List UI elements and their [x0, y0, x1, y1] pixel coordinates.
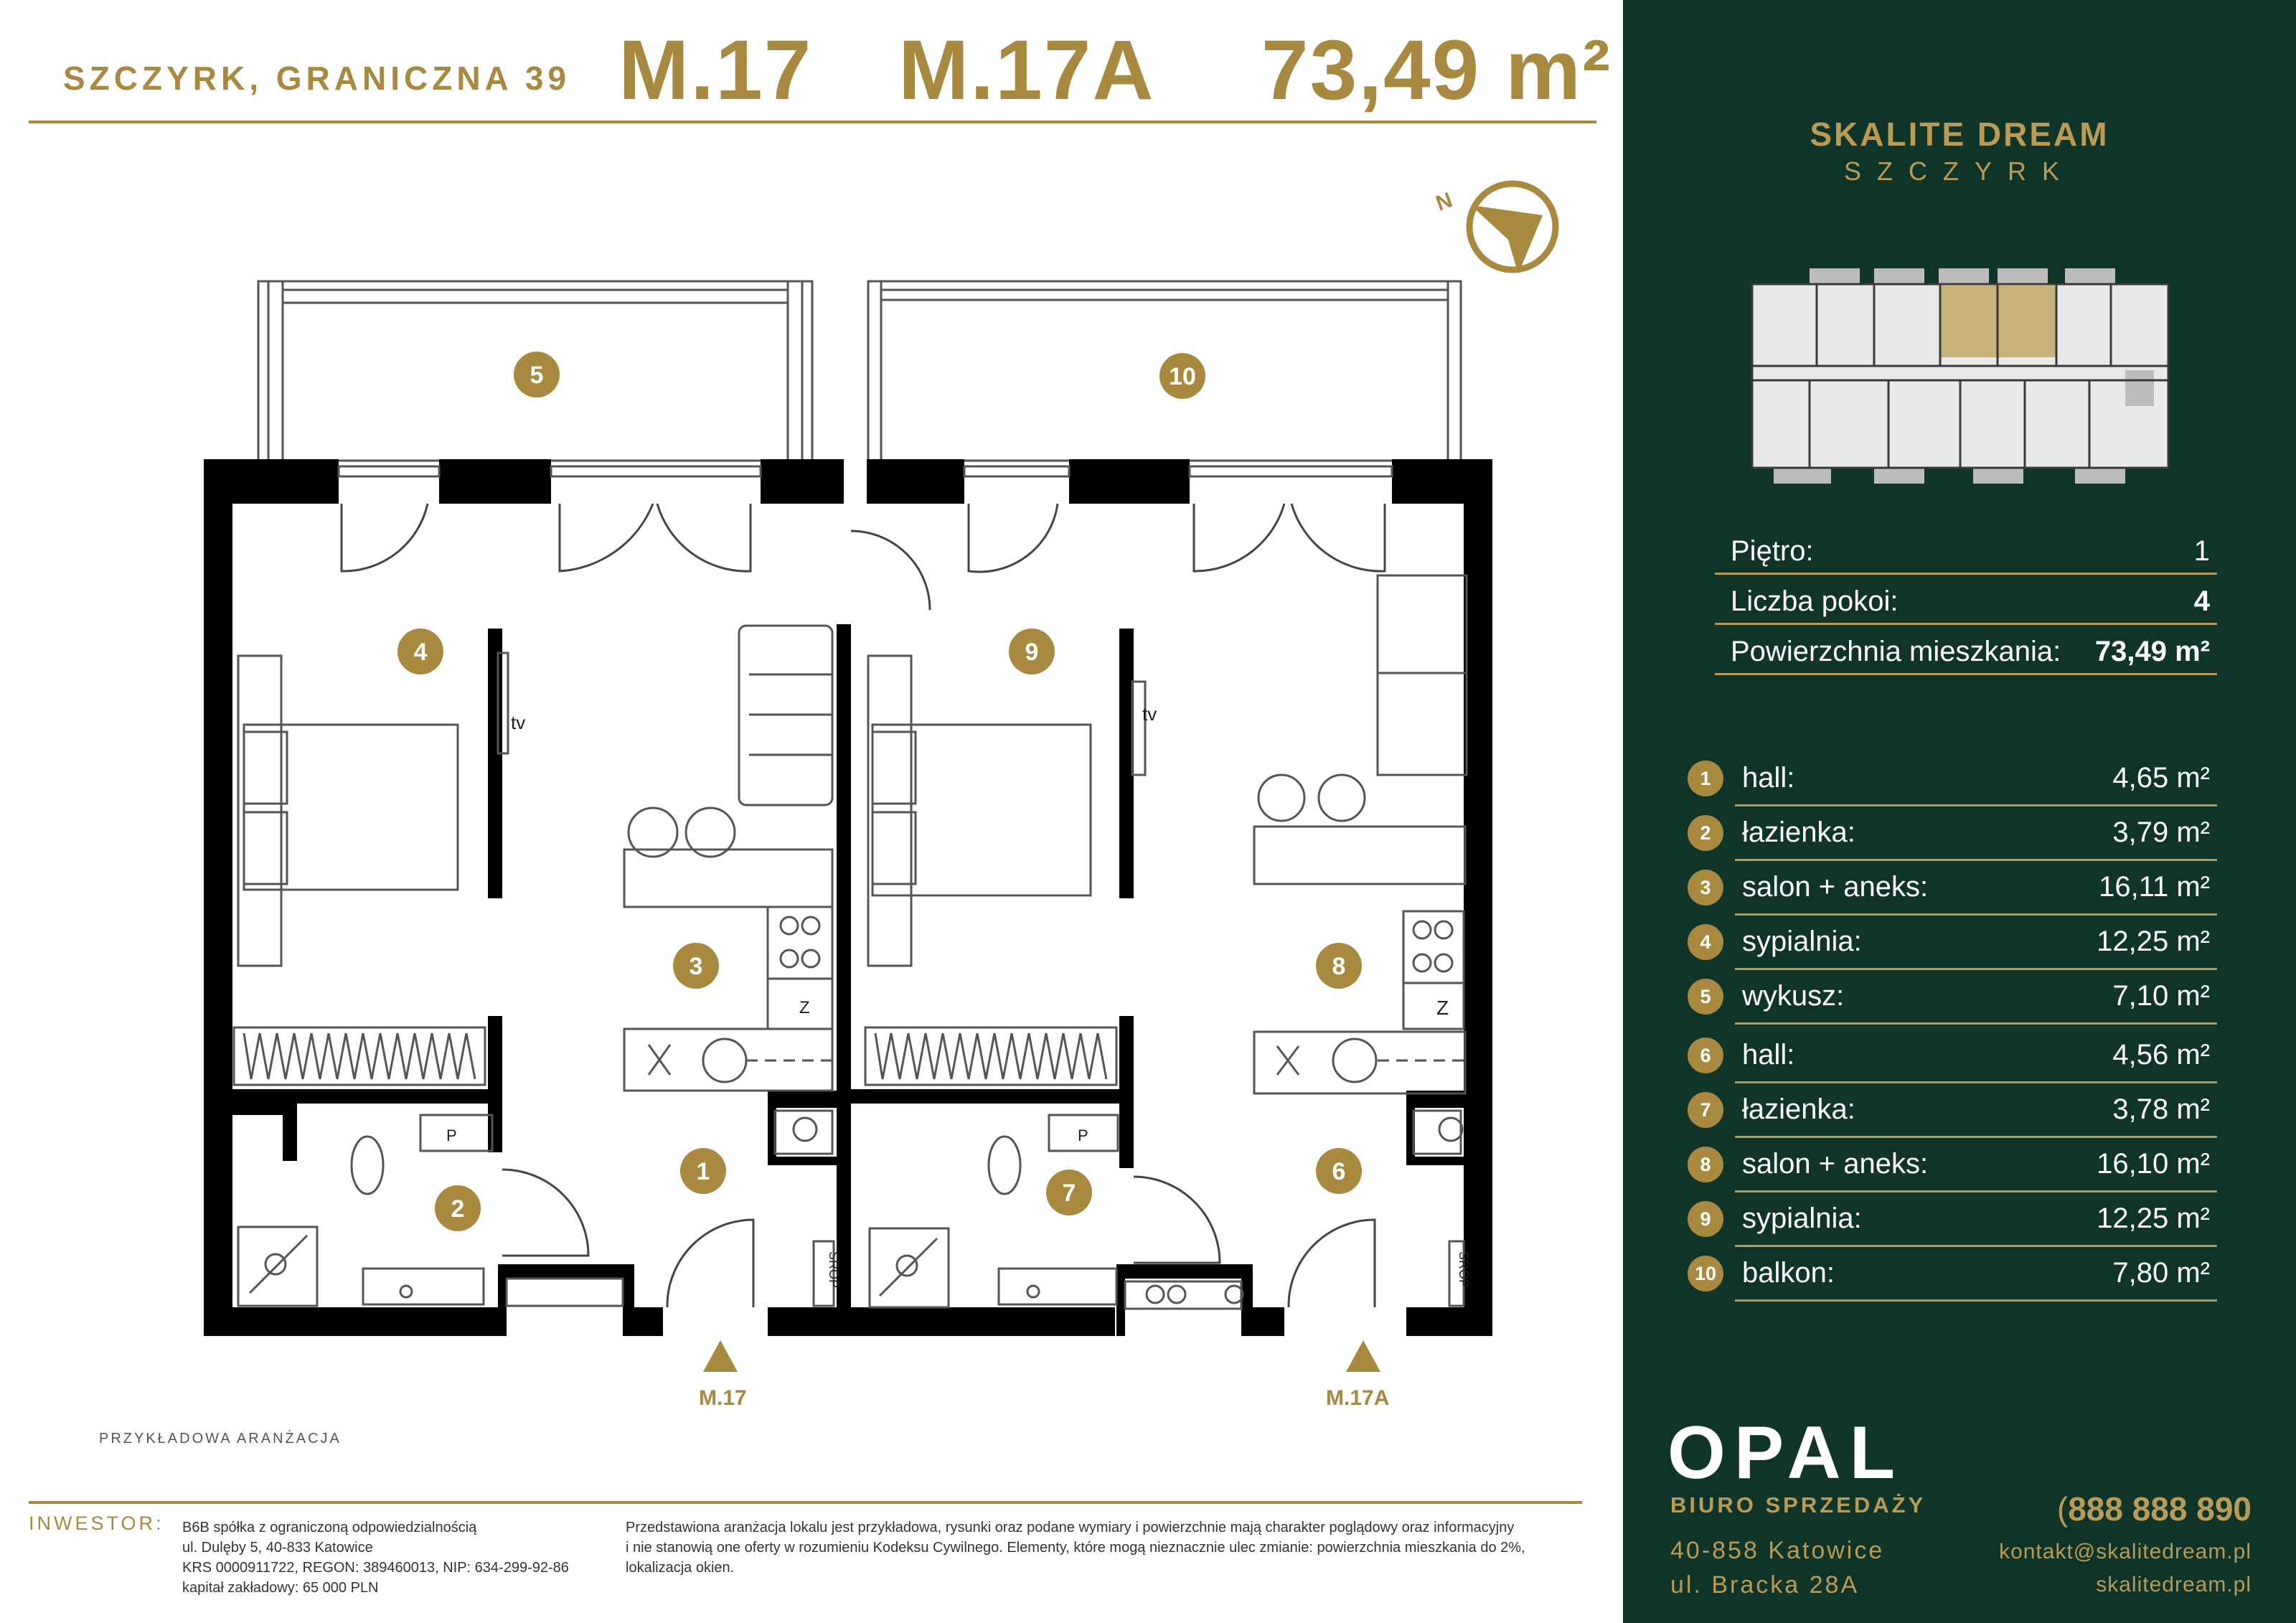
room-row: 1 hall: 4,65 m² — [1688, 752, 2217, 806]
sample-arrangement-note: PRZYKŁADOWA ARANŻACJA — [99, 1431, 342, 1446]
outer-walls — [204, 459, 1492, 1336]
investor-line: kapitał zakładowy: 65 000 PLN — [182, 1580, 379, 1596]
room-badge-4 — [397, 629, 443, 674]
info-row-area: Powierzchnia mieszkania: 73,49 m² — [1715, 624, 2217, 675]
compass-icon — [1433, 184, 1556, 274]
room-number-badge: 3 — [1688, 870, 1723, 905]
svg-text:9: 9 — [1025, 639, 1039, 666]
website-link[interactable]: skalitedream.pl — [2096, 1573, 2252, 1596]
office-address-line: ul. Bracka 28A — [1670, 1571, 1860, 1599]
unit-number-m17: M.17 — [618, 23, 813, 118]
opal-logo: OPAL — [1667, 1411, 1904, 1495]
wardrobe-left — [234, 1027, 485, 1085]
footer-divider — [29, 1501, 1582, 1504]
info-panel — [1623, 0, 2296, 1623]
room-row: 6 hall: 4,56 m² — [1688, 1029, 2217, 1083]
washer-label-right: P — [1078, 1126, 1088, 1144]
svg-text:8: 8 — [1332, 953, 1346, 980]
room-row: 10 balkon: 7,80 m² — [1688, 1247, 2217, 1302]
room-row: 9 sypialnia: 12,25 m² — [1688, 1192, 2217, 1247]
riser-label-right: SROP — [1457, 1251, 1471, 1289]
investor-label: INWESTOR: — [29, 1513, 164, 1534]
wardrobe-right — [865, 1027, 1116, 1085]
investor-line: ul. Dulęby 5, 40-833 Katowice — [182, 1540, 373, 1556]
svg-text:5: 5 — [530, 362, 544, 389]
brand-name: SKALITE DREAM — [1810, 116, 2109, 153]
room-number-badge: 10 — [1688, 1256, 1723, 1292]
svg-text:3: 3 — [689, 953, 703, 980]
entry-arrow-m17-icon — [703, 1340, 738, 1372]
room-badge-10 — [1159, 353, 1205, 399]
entry-label-m17: M.17 — [699, 1386, 747, 1410]
svg-text:1: 1 — [696, 1158, 710, 1185]
svg-text:2: 2 — [451, 1195, 465, 1223]
kitchen-left — [624, 808, 832, 1091]
sales-office-label: BIURO SPRZEDAŻY — [1670, 1492, 1926, 1518]
room-row: 8 salon + aneks: 16,10 m² — [1688, 1138, 2217, 1192]
room-row: 7 łazienka: 3,78 m² — [1688, 1083, 2217, 1138]
project-address: SZCZYRK, GRANICZNA 39 — [63, 60, 570, 97]
investor-line: B6B spółka z ograniczoną odpowiedzialnością — [182, 1520, 477, 1535]
tv-right — [1132, 682, 1157, 775]
room-row: 5 wykusz: 7,10 m² — [1688, 970, 2217, 1025]
fridge-label-left: Z — [799, 998, 810, 1017]
phone-icon: ( — [2056, 1490, 2069, 1528]
room-number-badge: 2 — [1688, 815, 1723, 851]
info-row-rooms: Liczba pokoi: 4 — [1715, 574, 2217, 625]
disclaimer-line: i nie stanowią one oferty w rozumieniu Kodeksu Cywilnego. Elementy, które mogą nieznacznie ulec zmianie: powierzchnia mieszkania do 2%, — [626, 1540, 1525, 1556]
room-badge-1 — [680, 1148, 726, 1194]
fridge-label-right: Z — [1436, 997, 1449, 1019]
room-number-badge: 8 — [1688, 1147, 1723, 1182]
room-row: 3 salon + aneks: 16,11 m² — [1688, 861, 2217, 916]
tv-label-left: tv — [511, 712, 526, 733]
office-address-line: 40-858 Katowice — [1670, 1537, 1885, 1564]
entry-arrow-m17a-icon — [1346, 1340, 1380, 1372]
door-swings — [342, 504, 1385, 1307]
room-badge-5 — [514, 352, 560, 397]
disclaimer-line: lokalizacja okien. — [626, 1560, 735, 1576]
brand-subtitle: SZCZYRK — [1843, 156, 2075, 186]
phone-number[interactable]: (888 888 890 — [2056, 1490, 2252, 1528]
room-number-badge: 9 — [1688, 1201, 1723, 1237]
bed-left — [238, 656, 458, 966]
room-number-badge: 6 — [1688, 1038, 1723, 1073]
room-badge-6 — [1316, 1148, 1362, 1194]
unit-total-area: 73,49 m² — [1261, 23, 1612, 118]
hall-fixtures — [507, 1111, 1464, 1309]
room-badge-2 — [435, 1185, 481, 1231]
sofa-right — [1378, 575, 1467, 775]
svg-text:10: 10 — [1169, 363, 1196, 390]
unit-number-m17a: M.17A — [898, 23, 1155, 118]
disclaimer-line: Przedstawiona aranżacja lokalu jest przykładowa, rysunki oraz podane wymiary i powierzchnie mają charakter poglądowy oraz informacyjny — [626, 1520, 1515, 1535]
svg-text:6: 6 — [1332, 1158, 1346, 1185]
email-link[interactable]: kontakt@skalitedream.pl — [1999, 1540, 2252, 1563]
room-badge-9 — [1009, 629, 1055, 674]
room-number-badge: 4 — [1688, 924, 1723, 960]
tv-label-right: tv — [1142, 703, 1157, 725]
washer-label-left: P — [446, 1126, 457, 1144]
kitchen-right — [1254, 775, 1465, 1093]
room-row: 2 łazienka: 3,79 m² — [1688, 806, 2217, 861]
sofa-left — [739, 626, 832, 805]
room-badge-3 — [673, 943, 719, 989]
entry-label-m17a: M.17A — [1326, 1386, 1390, 1410]
bed-right — [868, 656, 1091, 966]
room-number-badge: 1 — [1688, 761, 1723, 796]
room-number-badge: 7 — [1688, 1092, 1723, 1128]
room-badge-7 — [1046, 1170, 1092, 1215]
room-number-badge: 5 — [1688, 979, 1723, 1015]
compass-label: N — [1433, 188, 1456, 216]
riser-label-left: SROP — [827, 1251, 841, 1289]
investor-line: KRS 0000911722, REGON: 389460013, NIP: 634-299-92-86 — [182, 1560, 569, 1576]
svg-text:4: 4 — [413, 639, 428, 666]
info-row-floor: Piętro: 1 — [1715, 524, 2217, 575]
room-row: 4 sypialnia: 12,25 m² — [1688, 916, 2217, 970]
room-badge-8 — [1316, 943, 1362, 989]
svg-text:7: 7 — [1062, 1180, 1076, 1207]
building-key-plan — [1745, 263, 2175, 489]
